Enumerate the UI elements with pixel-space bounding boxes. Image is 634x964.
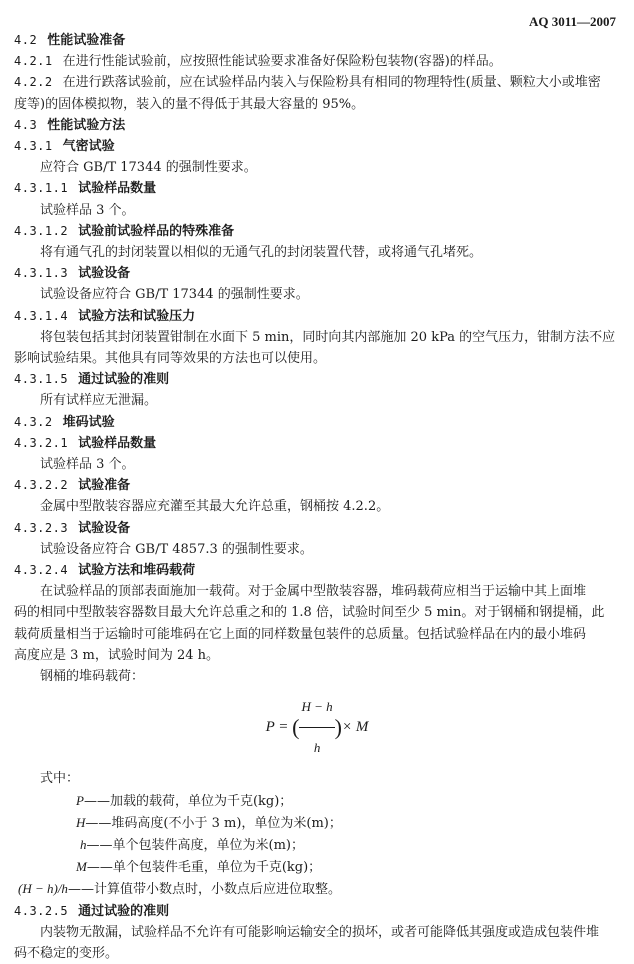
section-4-3-1-3-body: 试验设备应符合 GB/T 17344 的强制性要求。 xyxy=(40,287,309,303)
section-title: 通过试验的准则 xyxy=(78,903,170,919)
section-title: 试验样品数量 xyxy=(78,181,157,197)
section-number: 4.3.2.2 xyxy=(14,478,69,493)
section-title: 性能试验方法 xyxy=(47,117,126,133)
section-4-3-1-1-heading xyxy=(14,178,620,199)
definition-M xyxy=(14,856,620,878)
formula-numerator: H − h xyxy=(299,687,334,728)
section-4-3-2-4-para-line-3: 载荷质量相当于运输时可能堆码在它上面的同样数量包装件的总质量。包括试验样品在内的最小堆码 xyxy=(14,626,587,642)
section-number: 4.3 xyxy=(14,117,38,132)
section-4-3-2-5-heading xyxy=(14,901,620,922)
definition-text: ——单个包装件毛重，单位为千克(kg)； xyxy=(86,860,322,876)
formula-fraction xyxy=(299,687,334,768)
clause-4-2-2-cont: 度等)的固体模拟物，装入的量不得低于其最大容量的 95%。 xyxy=(14,96,365,112)
section-4-3-1-2-heading xyxy=(14,221,620,242)
definition-ratio xyxy=(14,878,620,900)
section-4-2-heading xyxy=(14,30,620,51)
formula-denominator: h xyxy=(313,740,321,756)
definition-P xyxy=(14,790,620,812)
section-title: 气密试验 xyxy=(62,139,115,155)
section-4-3-2-1-body: 试验样品 3 个。 xyxy=(40,457,135,473)
formula-rhs: × M xyxy=(341,719,369,736)
stacking-load-intro: 钢桶的堆码载荷： xyxy=(40,669,145,685)
formula-left-paren: ( xyxy=(292,714,300,740)
section-4-3-2-heading xyxy=(14,412,620,433)
clause-4-2-1 xyxy=(14,51,620,72)
formula-right-paren: ) xyxy=(334,714,342,740)
clause-number: 4.2.1 xyxy=(14,54,53,69)
section-4-3-2-5-body-cont: 码不稳定的变形。 xyxy=(14,945,119,961)
definition-h xyxy=(14,834,620,856)
section-number: 4.3.1.4 xyxy=(14,308,69,323)
clause-text: 在进行性能试验前，应按照性能试验要求准备好保险粉包装物(容器)的样品。 xyxy=(62,54,502,70)
section-4-3-2-2-body: 金属中型散装容器应充灌至其最大允许总重，钢桶按 4.2.2。 xyxy=(40,499,390,515)
section-number: 4.3.1.3 xyxy=(14,266,69,281)
section-number: 4.3.2.5 xyxy=(14,903,69,918)
section-4-3-2-4-heading xyxy=(14,560,620,581)
definition-text: ——单个包装件高度，单位为米(m)； xyxy=(86,837,304,853)
section-number: 4.3.2.1 xyxy=(14,435,69,450)
section-4-3-1-5-body: 所有试样应无泄漏。 xyxy=(40,393,158,409)
section-title: 试验设备 xyxy=(78,520,131,536)
where-label: 式中： xyxy=(40,771,80,787)
section-title: 试验准备 xyxy=(78,478,131,494)
formula-lhs: P = xyxy=(265,719,289,736)
section-4-3-1-5-heading xyxy=(14,369,620,390)
standard-code: AQ 3011—2007 xyxy=(528,14,616,29)
section-4-3-1-4-heading xyxy=(14,306,620,327)
section-4-3-1-heading xyxy=(14,136,620,157)
section-title: 堆码试验 xyxy=(62,414,115,430)
section-number: 4.3.1.2 xyxy=(14,223,69,238)
section-title: 试验方法和试验压力 xyxy=(78,308,196,324)
section-4-3-heading xyxy=(14,115,620,136)
section-4-3-2-4-para-line-2: 码的相同中型散装容器数目最大允许总重之和的 1.8 倍，试验时间至少 5 min。对于钢桶和钢提桶，此 xyxy=(14,605,605,621)
section-number: 4.3.1.1 xyxy=(14,181,69,196)
clause-number: 4.2.2 xyxy=(14,75,53,90)
document-body xyxy=(14,30,620,964)
section-4-3-2-3-heading xyxy=(14,518,620,539)
section-4-3-2-5-body: 内装物无散漏，试验样品不允许有可能影响运输安全的损坏，或者可能降低其强度或造成包装件堆 xyxy=(40,924,600,940)
section-4-3-2-3-body: 试验设备应符合 GB/T 4857.3 的强制性要求。 xyxy=(40,541,313,557)
section-4-3-1-2-body: 将有通气孔的封闭装置以相似的无通气孔的封闭装置代替，或将通气孔堵死。 xyxy=(40,245,483,261)
section-number: 4.2 xyxy=(14,33,38,47)
section-number: 4.3.1.5 xyxy=(14,372,69,387)
section-number: 4.3.2 xyxy=(14,414,53,429)
stacking-load-formula xyxy=(14,687,620,768)
definition-H xyxy=(14,812,620,834)
section-title: 性能试验准备 xyxy=(47,33,126,48)
section-title: 试验方法和堆码载荷 xyxy=(78,563,196,579)
section-title: 试验设备 xyxy=(78,266,131,282)
definition-text: ——加载的载荷，单位为千克(kg)； xyxy=(83,793,293,809)
section-number: 4.3.2.4 xyxy=(14,563,69,578)
definition-text: ——计算值带小数点时，小数点后应进位取整。 xyxy=(67,882,341,898)
section-number: 4.3.2.3 xyxy=(14,520,69,535)
section-4-3-2-1-heading xyxy=(14,433,620,454)
definition-symbol: P xyxy=(76,792,84,808)
section-title: 试验样品数量 xyxy=(78,435,157,451)
section-number: 4.3.1 xyxy=(14,139,53,154)
section-4-3-2-4-para-line-1: 在试验样品的顶部表面施加一载荷。对于金属中型散装容器，堆码载荷应相当于运输中其上面堆 xyxy=(40,584,587,600)
section-4-3-1-4-body: 将包装包括其封闭装置钳制在水面下 5 min，同时向其内部施加 20 kPa 的空气压力，钳制方法不应 xyxy=(40,329,616,345)
definition-symbol: h xyxy=(80,836,87,852)
section-4-3-1-4-body-cont: 影响试验结果。其他具有同等效果的方法也可以使用。 xyxy=(14,351,327,367)
section-4-3-1-1-body: 试验样品 3 个。 xyxy=(40,202,135,218)
section-4-3-1-body: 应符合 GB/T 17344 的强制性要求。 xyxy=(40,160,257,176)
definition-text: ——堆码高度(不小于 3 m)，单位为米(m)； xyxy=(85,815,342,831)
section-title: 试验前试验样品的特殊准备 xyxy=(78,223,235,239)
definition-symbol: M xyxy=(76,859,87,875)
definition-symbol: (H − h)/h xyxy=(18,881,68,897)
section-4-3-2-4-para-line-4: 高度应是 3 m，试验时间为 24 h。 xyxy=(14,647,220,663)
section-4-3-2-2-heading xyxy=(14,475,620,496)
section-title: 通过试验的准则 xyxy=(78,372,170,388)
section-4-3-1-3-heading xyxy=(14,263,620,284)
clause-text: 在进行跌落试验前，应在试验样品内装入与保险粉具有相同的物理特性(质量、颗粒大小或堆密 xyxy=(62,75,601,91)
definition-symbol: H xyxy=(76,814,86,830)
clause-4-2-2 xyxy=(14,72,620,93)
